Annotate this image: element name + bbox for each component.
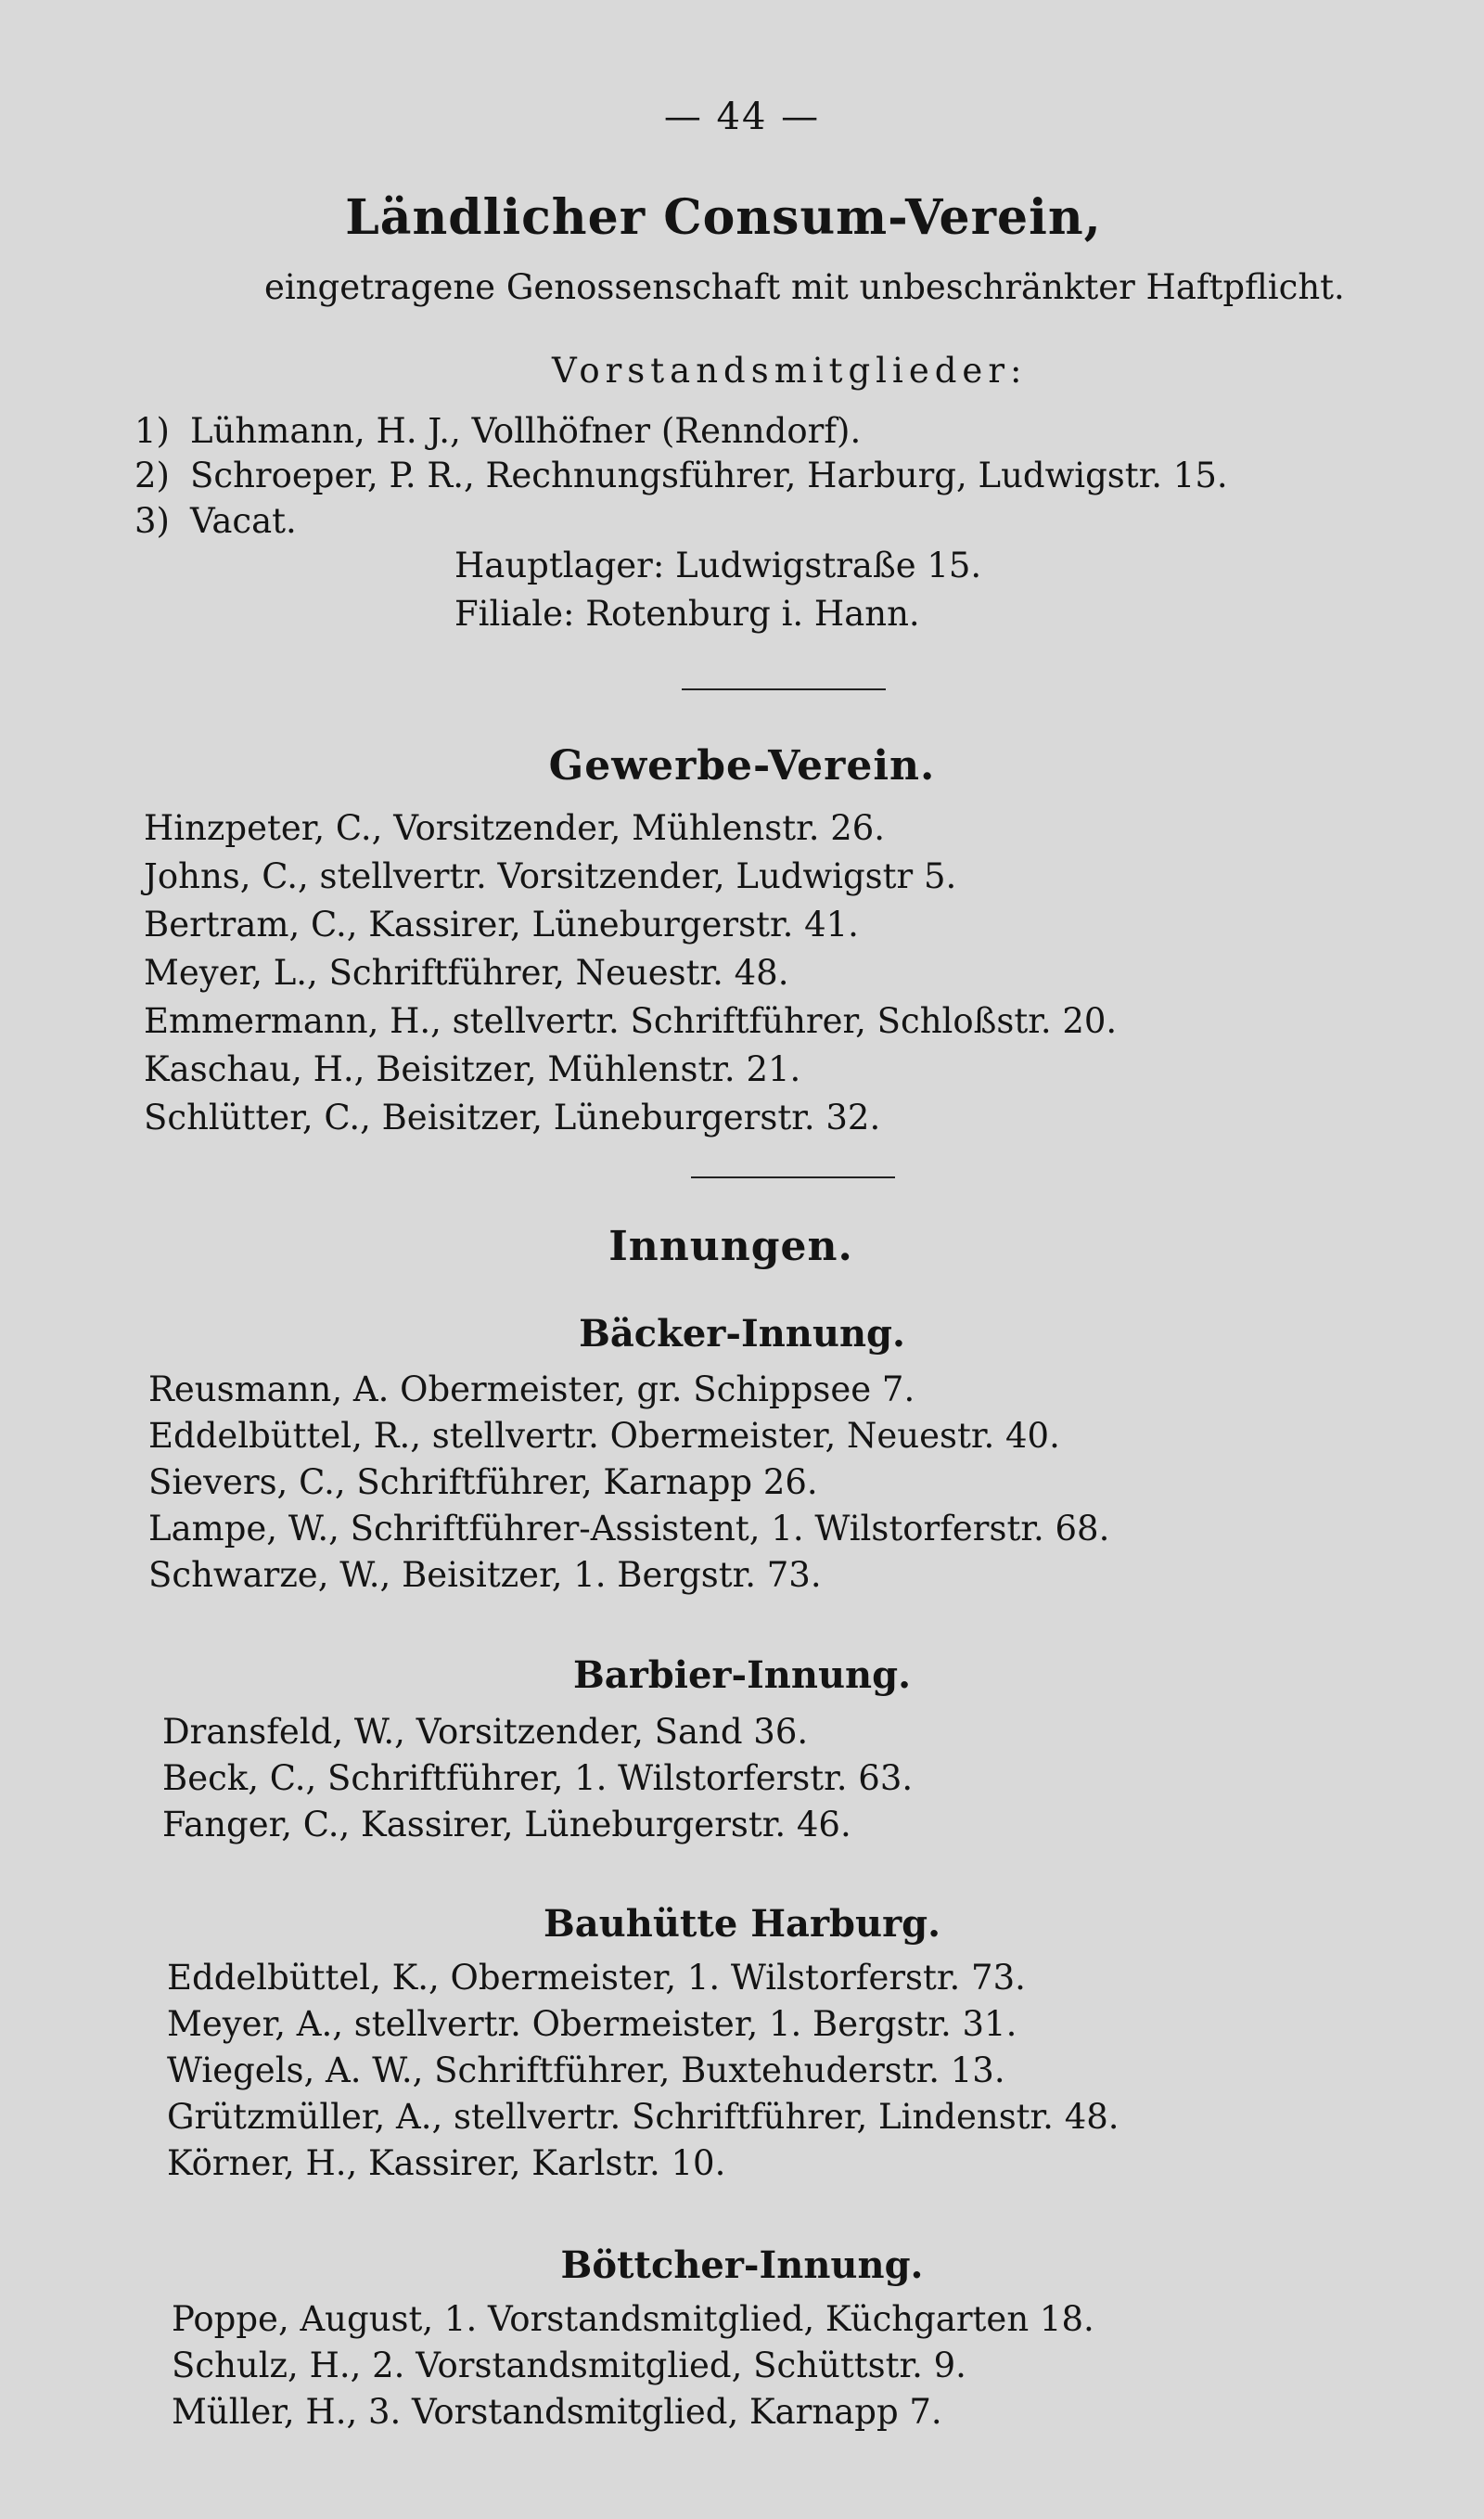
bauhuette-entry: Meyer, A., stellvertr. Obermeister, 1. Bergstr. 31. <box>167 2004 1017 2044</box>
gewerbe-entry: Bertram, C., Kassirer, Lüneburgerstr. 41. <box>144 905 859 945</box>
barbier-innung-title: Barbier-Innung. <box>572 1653 912 1697</box>
gewerbe-entry: Emmermann, H., stellvertr. Schriftführer, Schloßstr. 20. <box>144 1001 1118 1041</box>
boettcher-entry: Schulz, H., 2. Vorstandsmitglied, Schüttstr. 9. <box>172 2345 966 2385</box>
gewerbe-title: Gewerbe-Verein. <box>548 742 936 790</box>
member-number: 2) <box>134 456 170 495</box>
boettcher-entry: Müller, H., 3. Vorstandsmitglied, Karnapp 7. <box>172 2392 942 2432</box>
member-text: Vacat. <box>190 501 297 541</box>
page-number: — 44 — <box>663 96 821 138</box>
consum-member-2 <box>134 456 1228 496</box>
consum-hauptlager: Hauptlager: Ludwigstraße 15. <box>454 546 982 585</box>
member-number: 3) <box>134 501 170 541</box>
consum-board-heading: Vorstandsmitglieder: <box>552 351 1028 391</box>
section-divider <box>682 688 886 690</box>
member-text: Lühmann, H. J., Vollhöfner (Renndorf). <box>190 411 862 451</box>
consum-filiale: Filiale: Rotenburg i. Hann. <box>454 594 920 634</box>
baecker-innung-title: Bäcker-Innung. <box>579 1312 905 1356</box>
innungen-title: Innungen. <box>608 1223 853 1270</box>
boettcher-entry: Poppe, August, 1. Vorstandsmitglied, Küchgarten 18. <box>172 2299 1094 2339</box>
member-number: 1) <box>134 411 170 451</box>
bauhuette-entry: Eddelbüttel, K., Obermeister, 1. Wilstorferstr. 73. <box>167 1958 1026 1998</box>
section-divider <box>691 1176 895 1178</box>
bauhuette-entry: Wiegels, A. W., Schriftführer, Buxtehuderstr. 13. <box>167 2050 1005 2090</box>
barbier-entry: Dransfeld, W., Vorsitzender, Sand 36. <box>162 1712 809 1752</box>
bauhuette-entry: Grützmüller, A., stellvertr. Schriftführer, Lindenstr. 48. <box>167 2097 1119 2137</box>
consum-member-1 <box>134 411 861 452</box>
bauhuette-entry: Körner, H., Kassirer, Karlstr. 10. <box>167 2143 726 2183</box>
barbier-entry: Fanger, C., Kassirer, Lüneburgerstr. 46. <box>162 1805 851 1844</box>
barbier-entry: Beck, C., Schriftführer, 1. Wilstorferstr. 63. <box>162 1758 914 1798</box>
baecker-entry: Reusmann, A. Obermeister, gr. Schippsee 7. <box>148 1369 915 1409</box>
baecker-entry: Lampe, W., Schriftführer-Assistent, 1. Wilstorferstr. 68. <box>148 1509 1110 1549</box>
consum-member-3 <box>134 501 297 542</box>
boettcher-innung-title: Böttcher-Innung. <box>560 2243 924 2287</box>
member-text: Schroeper, P. R., Rechnungsführer, Harburg, Ludwigstr. 15. <box>190 456 1228 495</box>
baecker-entry: Schwarze, W., Beisitzer, 1. Bergstr. 73. <box>148 1555 822 1595</box>
consum-title: Ländlicher Consum-Verein, <box>345 189 1102 246</box>
gewerbe-entry: Schlütter, C., Beisitzer, Lüneburgerstr. 32. <box>144 1098 881 1137</box>
gewerbe-entry: Hinzpeter, C., Vorsitzender, Mühlenstr. 26. <box>144 808 886 848</box>
bauhuette-title: Bauhütte Harburg. <box>543 1902 941 1946</box>
consum-subtitle: eingetragene Genossenschaft mit unbeschränkter Haftpflicht. <box>264 267 1345 307</box>
baecker-entry: Sievers, C., Schriftführer, Karnapp 26. <box>148 1462 818 1502</box>
gewerbe-entry: Kaschau, H., Beisitzer, Mühlenstr. 21. <box>144 1049 801 1089</box>
gewerbe-entry: Johns, C., stellvertr. Vorsitzender, Ludwigstr 5. <box>144 856 957 896</box>
baecker-entry: Eddelbüttel, R., stellvertr. Obermeister, Neuestr. 40. <box>148 1416 1060 1456</box>
gewerbe-entry: Meyer, L., Schriftführer, Neuestr. 48. <box>144 953 789 993</box>
